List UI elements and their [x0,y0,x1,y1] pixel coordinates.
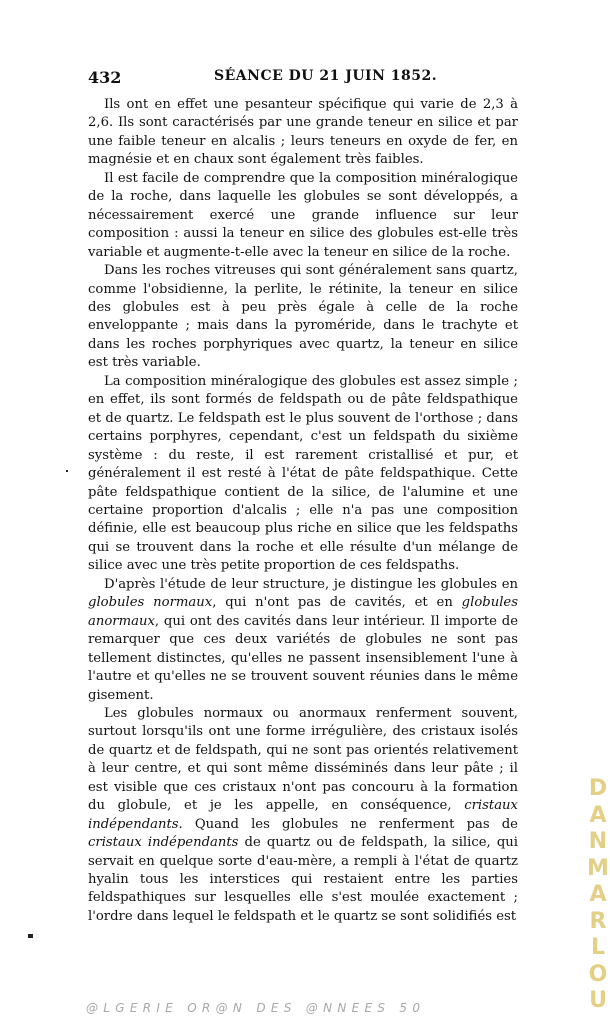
paragraph: Il est facile de comprendre que la composition minéralogique de la roche, dans laquelle les globules se sont développés, a nécessairement exercé une grande influence sur leur composition : aussi la teneur en silice des globules est-elle très variable et augmente-t-elle avec la teneur en silice de la roche. [88,170,518,260]
paragraph [88,576,518,705]
paragraph: Dans les roches vitreuses qui sont généralement sans quartz, comme l'obsidienne, la perlite, le rétinite, la teneur en silice des globules est à peu près égale à celle de la roche enveloppante ; mais dans la pyroméride, dans le trachyte et dans les roches porphyriques avec quartz, la teneur en silice est très variable. [88,263,518,371]
text-run: Quand les globules ne renferment pas de [194,816,518,832]
italic-term: globules anormaux [88,595,518,629]
watermark-letter: A [589,802,607,828]
text-run: D'après l'étude de leur structure, je distingue les globules en [104,576,518,592]
paragraph: Ils ont en effet une pesanteur spécifique qui varie de 2,3 à 2,6. Ils sont caractérisés par une grande teneur en silice et par une faible teneur en alcalis ; leurs teneurs en oxyde de fer, en magnésie et en chaux sont également très faibles. [88,97,518,168]
watermark-letter: O [588,961,608,987]
running-head: SÉANCE DU 21 JUIN 1852. [214,68,438,84]
watermark-letter: D [588,776,608,801]
watermark-letter: U [589,988,607,1013]
bottom-watermark: @LGERIE OR@N DES @NNEES 50 [86,1001,426,1015]
text-run: de quartz ou de feldspath, la silice, qui servait en quelque sorte d'eau-mère, a rempli à l'état de quartz hyalin tous les interstices qui restaient entre les parties feldspathiques sur lesquelles elle s'est moulée exactement ; l'ordre dans lequel le feldspath et le quartz se sont solidifiés est [88,835,518,924]
watermark-letter: M [587,855,609,881]
ink-speck [66,470,68,472]
italic-term: cristaux indépendants. [88,798,518,832]
text-run: , qui ont des cavités dans leur intérieur. Il importe de remarquer que ces deux variétés de globules ne sont pas tellement distinctes, qu'elles ne passent insensiblement l'une à l'autre et qu'elles ne se trouvent souvent réunies dans le même gisement. [88,613,518,703]
page-number: 432 [88,68,122,87]
watermark-letter: R [589,908,607,934]
italic-term: cristaux indépendants [88,835,239,851]
watermark-letter: N [588,829,608,854]
side-watermark [586,776,610,1015]
text-run: Les globules normaux ou anormaux renferment souvent, surtout lorsqu'ils ont une forme irrégulière, des cristaux isolés de quartz et de feldspath, qui ne sont pas orientés relativement à leur centre, et qui sont même disséminés dans leur pâte ; il est visible que ces cristaux n'ont pas concouru à la formation du globule, et je les appelle, en conséquence, [88,705,518,814]
text-run: , qui n'ont pas de cavités, et en [212,595,453,611]
watermark-letter: A [589,882,607,907]
italic-term: globules normaux [88,595,213,611]
paragraph: La composition minéralogique des globules est assez simple ; en effet, ils sont formés de feldspath ou de pâte feldspathique et de quartz. Le feldspath est le plus souvent de l'orthose ; dans certains porphyres, cependant, c'est un feldspath du sixième système : du reste, il est rarement cristallisé et pur, et généralement il est resté à l'état de pâte feldspathique. Cette pâte feldspathique contient de la silice, de l'alumine et une certaine proportion d'alcalis ; elle n'a pas une composition définie, elle est beaucoup plus riche en silice que les feldspaths qui se trouvent dans la roche et elle résulte d'un mélange de silice avec une très petite proportion de ces feldspaths. [88,373,518,574]
ink-speck [28,934,33,938]
body-text [88,96,518,926]
page-header [88,68,520,88]
watermark-letter: L [590,935,606,960]
paragraph [88,705,518,926]
